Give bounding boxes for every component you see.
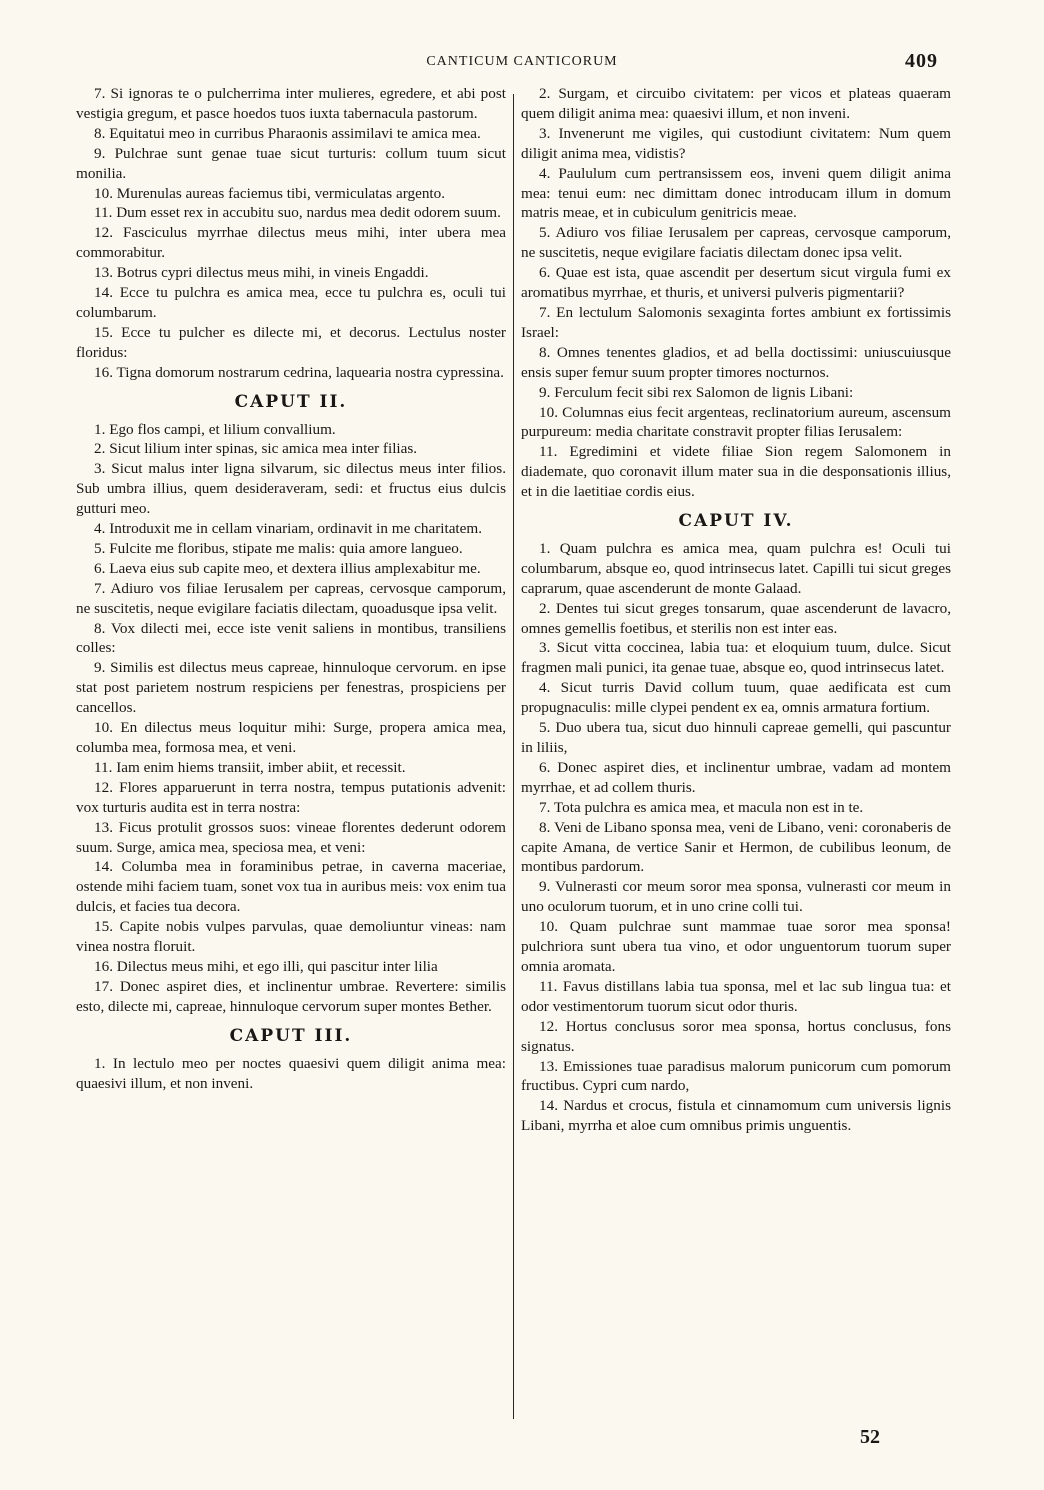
- verse: 2. Sicut lilium inter spinas, sic amica mea inter filias.: [94, 440, 418, 458]
- verse: 13. Botrus cypri dilectus meus mihi, in vineis Engaddi.: [94, 264, 429, 282]
- verse: 10. En dilectus meus loquitur mihi: Surge, propera amica mea, columba mea, formosa mea, et veni.: [76, 719, 506, 756]
- verse: 1. In lectulo meo per noctes quaesivi quem diligit anima mea: quaesivi illum, et non inveni.: [76, 1054, 506, 1092]
- verse: 1. Quam pulchra es amica mea, quam pulchra es! Oculi tui columbarum, absque eo, quod intrinsecus latet. Capilli tui sicut greges caprarum, quae ascenderunt de monte Galaad.: [521, 539, 951, 597]
- running-header: [0, 50, 1044, 74]
- verse: 11. Iam enim hiems transiit, imber abiit, et recessit.: [94, 758, 406, 776]
- verse: 10. Quam pulchrae sunt mammae tuae soror mea sponsa! pulchriora sunt ubera tua vino, et odor unguentorum tuorum super omnia aromata.: [521, 918, 951, 975]
- verse: 7. Adiuro vos filiae Ierusalem per capreas, cervosque camporum, ne suscitetis, neque evigilare faciatis dilectam, quoadusque ipsa velit.: [76, 579, 506, 617]
- verse: 7. Si ignoras te o pulcherrima inter mulieres, egredere, et abi post vestigia gregum, et pasce hoedos tuos iuxta tabernacula pastorum.: [76, 85, 506, 122]
- verse: 2. Dentes tui sicut greges tonsarum, quae ascenderunt de lavacro, omnes gemellis foetibus, et sterilis non est inter eas.: [521, 599, 951, 637]
- verse: 11. Dum esset rex in accubitu suo, nardus mea dedit odorem suum.: [94, 204, 501, 222]
- chapter-1-verses: [76, 84, 506, 383]
- verse: 14. Ecce tu pulchra es amica mea, ecce tu pulchra es, oculi tui columbarum.: [76, 284, 506, 321]
- verse: 17. Donec aspiret dies, et inclinentur umbrae. Revertere: similis esto, dilecte mi, capreae, hinnuloque cervorum super montes Bether.: [76, 977, 506, 1015]
- verse: 15. Ecce tu pulcher es dilecte mi, et decorus. Lectulus noster floridus:: [76, 323, 506, 361]
- verse: 5. Fulcite me floribus, stipate me malis: quia amore langueo.: [94, 539, 463, 557]
- chapter-4-verses: [521, 539, 951, 1136]
- chapter-2-heading: CAPUT II.: [234, 391, 348, 412]
- page-number: 409: [905, 50, 938, 72]
- left-column: [76, 84, 506, 1093]
- verse: 8. Omnes tenentes gladios, et ad bella doctissimi: uniuscuiusque ensis super femur suum propter timores nocturnos.: [521, 343, 951, 381]
- running-title: CANTICUM CANTICORUM: [426, 54, 618, 69]
- verse: 3. Sicut vitta coccinea, labia tua: et eloquium tuum, dulce. Sicut fragmen mali punici, ita genae tuae, absque eo, quod intrinsecus latet.: [521, 639, 951, 677]
- verse: 16. Tigna domorum nostrarum cedrina, laquearia nostra cypressina.: [94, 363, 504, 381]
- chapter-4-heading: CAPUT IV.: [678, 511, 794, 532]
- verse: 6. Donec aspiret dies, et inclinentur umbrae, vadam ad montem myrrhae, et ad collem thuris.: [521, 758, 951, 796]
- verse: 14. Columba mea in foraminibus petrae, in caverna maceriae, ostende mihi faciem tuam, sonet vox tua in auribus meis: vox enim tua dulcis, et facies tua decora.: [76, 858, 506, 916]
- chapter-3-verses-left: [76, 1054, 506, 1094]
- verse: 12. Hortus conclusus soror mea sponsa, hortus conclusus, fons signatus.: [521, 1017, 951, 1055]
- signature-mark: 52: [860, 1426, 880, 1448]
- verse: 3. Sicut malus inter ligna silvarum, sic dilectus meus inter filios. Sub umbra illius, quem desideraveram, sedi: et fructus eius dulcis gutturi meo.: [76, 460, 506, 518]
- chapter-3-verses-right: [521, 84, 951, 502]
- verse: 13. Emissiones tuae paradisus malorum punicorum cum pomorum fructibus. Cypri cum nardo,: [521, 1057, 951, 1095]
- verse: 3. Invenerunt me vigiles, qui custodiunt civitatem: Num quem diligit anima mea, vidistis?: [521, 124, 951, 162]
- verse: 9. Vulnerasti cor meum soror mea sponsa, vulnerasti cor meum in uno oculorum tuorum, et in uno crine colli tui.: [521, 878, 951, 916]
- verse: 7. En lectulum Salomonis sexaginta fortes ambiunt ex fortissimis Israel:: [521, 303, 951, 341]
- verse: 10. Columnas eius fecit argenteas, reclinatorium aureum, ascensum purpureum: media charitate constravit propter filias Ierusalem:: [521, 403, 951, 441]
- verse: 1. Ego flos campi, et lilium convallium.: [94, 420, 336, 438]
- verse: 11. Egredimini et videte filiae Sion regem Salomonem in diademate, quo coronavit illum mater sua in die desponsationis illius, et in die laetitiae cordis eius.: [521, 443, 951, 501]
- verse: 16. Dilectus meus mihi, et ego illi, qui pascitur inter lilia: [94, 957, 438, 975]
- verse: 4. Sicut turris David collum tuum, quae aedificata est cum propugnaculis: mille clypei pendent ex ea, omnis armatura fortium.: [521, 679, 951, 717]
- right-column: [521, 84, 951, 1136]
- verse: 15. Capite nobis vulpes parvulas, quae demoliuntur vineas: nam vinea nostra floruit.: [76, 918, 506, 956]
- chapter-3-heading: CAPUT III.: [229, 1025, 353, 1046]
- verse: 6. Quae est ista, quae ascendit per desertum sicut virgula fumi ex aromatibus myrrhae, et thuris, et universi pulveris pigmentarii?: [521, 264, 951, 302]
- verse: 5. Adiuro vos filiae Ierusalem per capreas, cervosque camporum, ne suscitetis, neque evigilare faciatis dilectam donec ipsa velit.: [521, 224, 951, 262]
- verse: 2. Surgam, et circuibo civitatem: per vicos et plateas quaeram quem diligit anima mea: quaesivi illum, et non inveni.: [521, 85, 951, 122]
- verse: 10. Murenulas aureas faciemus tibi, vermiculatas argento.: [94, 184, 446, 202]
- verse: 14. Nardus et crocus, fistula et cinnamomum cum universis lignis Libani, myrrha et aloe cum omnibus primis unguentis.: [521, 1097, 951, 1135]
- column-divider: [513, 94, 514, 1419]
- verse: 12. Flores apparuerunt in terra nostra, tempus putationis advenit: vox turturis audita est in terra nostra:: [76, 778, 506, 816]
- verse: 4. Introduxit me in cellam vinariam, ordinavit in me charitatem.: [94, 520, 483, 538]
- verse: 7. Tota pulchra es amica mea, et macula non est in te.: [539, 798, 864, 816]
- verse: 6. Laeva eius sub capite meo, et dextera illius amplexabitur me.: [94, 559, 481, 577]
- verse: 9. Similis est dilectus meus capreae, hinnuloque cervorum. en ipse stat post parietem nostrum respiciens per fenestras, prospiciens per cancellos.: [76, 659, 506, 717]
- chapter-2-verses: [76, 420, 506, 1017]
- verse: 12. Fasciculus myrrhae dilectus meus mihi, inter ubera mea commorabitur.: [76, 224, 506, 262]
- verse: 8. Equitatui meo in curribus Pharaonis assimilavi te amica mea.: [94, 124, 481, 142]
- verse: 8. Veni de Libano sponsa mea, veni de Libano, veni: coronaberis de capite Amana, de vertice Sanir et Hermon, de cubilibus leonum, de montibus pardorum.: [521, 818, 951, 876]
- verse: 11. Favus distillans labia tua sponsa, mel et lac sub lingua tua: et odor vestimentorum tuorum sicut odor thuris.: [521, 977, 951, 1015]
- verse: 5. Duo ubera tua, sicut duo hinnuli capreae gemelli, qui pascuntur in liliis,: [521, 719, 951, 756]
- verse: 4. Paululum cum pertransissem eos, inveni quem diligit anima mea: tenui eum: nec dimittam donec introducam illum in domum matris meae, et in cubiculum genitricis meae.: [521, 164, 951, 222]
- verse: 9. Ferculum fecit sibi rex Salomon de lignis Libani:: [539, 383, 854, 401]
- verse: 8. Vox dilecti mei, ecce iste venit saliens in montibus, transiliens colles:: [76, 619, 506, 657]
- verse: 13. Ficus protulit grossos suos: vineae florentes dederunt odorem suum. Surge, amica mea, speciosa mea, et veni:: [76, 818, 506, 856]
- verse: 9. Pulchrae sunt genae tuae sicut turturis: collum tuum sicut monilia.: [76, 144, 506, 182]
